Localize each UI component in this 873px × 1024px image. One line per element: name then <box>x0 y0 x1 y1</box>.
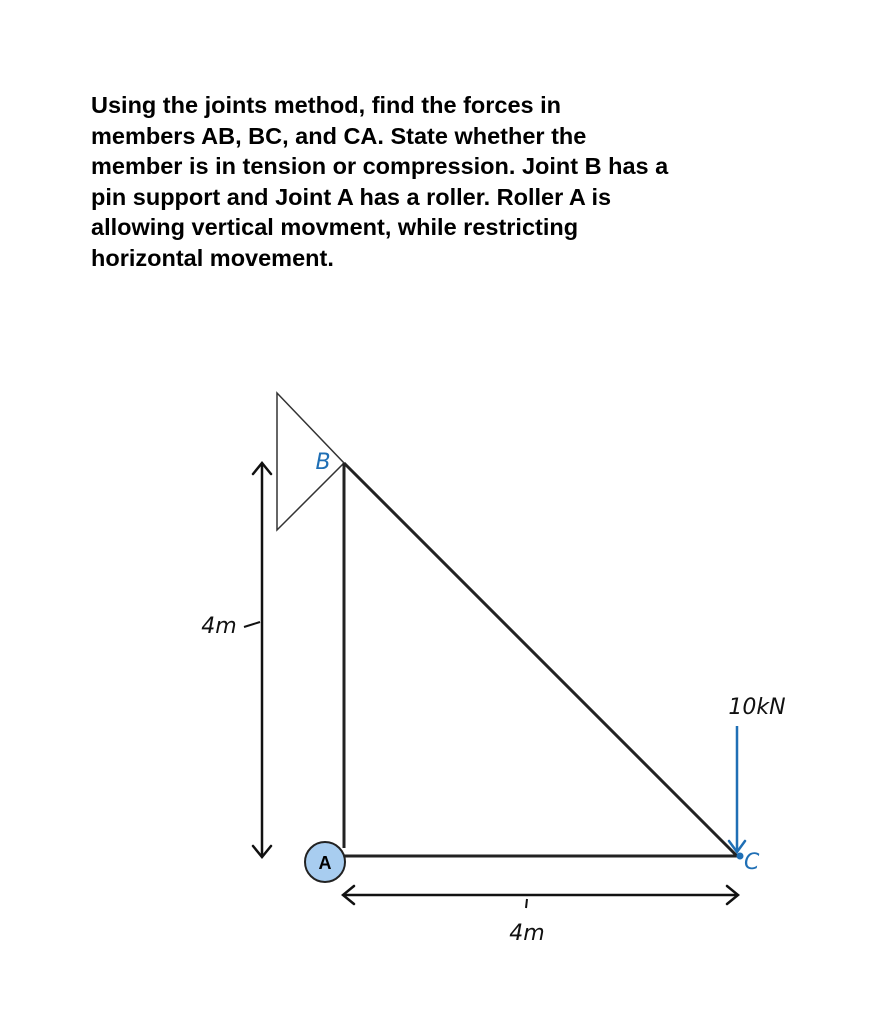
problem-line-4: pin support and Joint A has a roller. Roller A is <box>91 183 612 210</box>
joint-a-label: A <box>318 853 332 873</box>
member-bc <box>344 463 737 856</box>
problem-line-6: horizontal movement. <box>91 244 334 271</box>
problem-line-1: Using the joints method, find the forces in <box>91 92 562 118</box>
horizontal-dimension-label: 4m <box>509 921 545 946</box>
problem-line-3: member is in tension or compression. Joint B has a <box>91 153 669 180</box>
pin-support-b <box>277 393 344 530</box>
problem-line-5: allowing vertical movment, while restricting <box>91 214 579 241</box>
load-label: 10kN <box>728 695 786 720</box>
horizontal-dimension-tick <box>526 899 527 908</box>
joint-c-label: C <box>744 850 760 875</box>
vertical-dimension-leader <box>244 622 260 627</box>
joint-c-dot <box>737 853 744 860</box>
joint-b-label: B <box>315 450 331 475</box>
vertical-dimension-label: 4m <box>201 614 237 639</box>
problem-line-2: members AB, BC, and CA. State whether the <box>91 122 587 149</box>
